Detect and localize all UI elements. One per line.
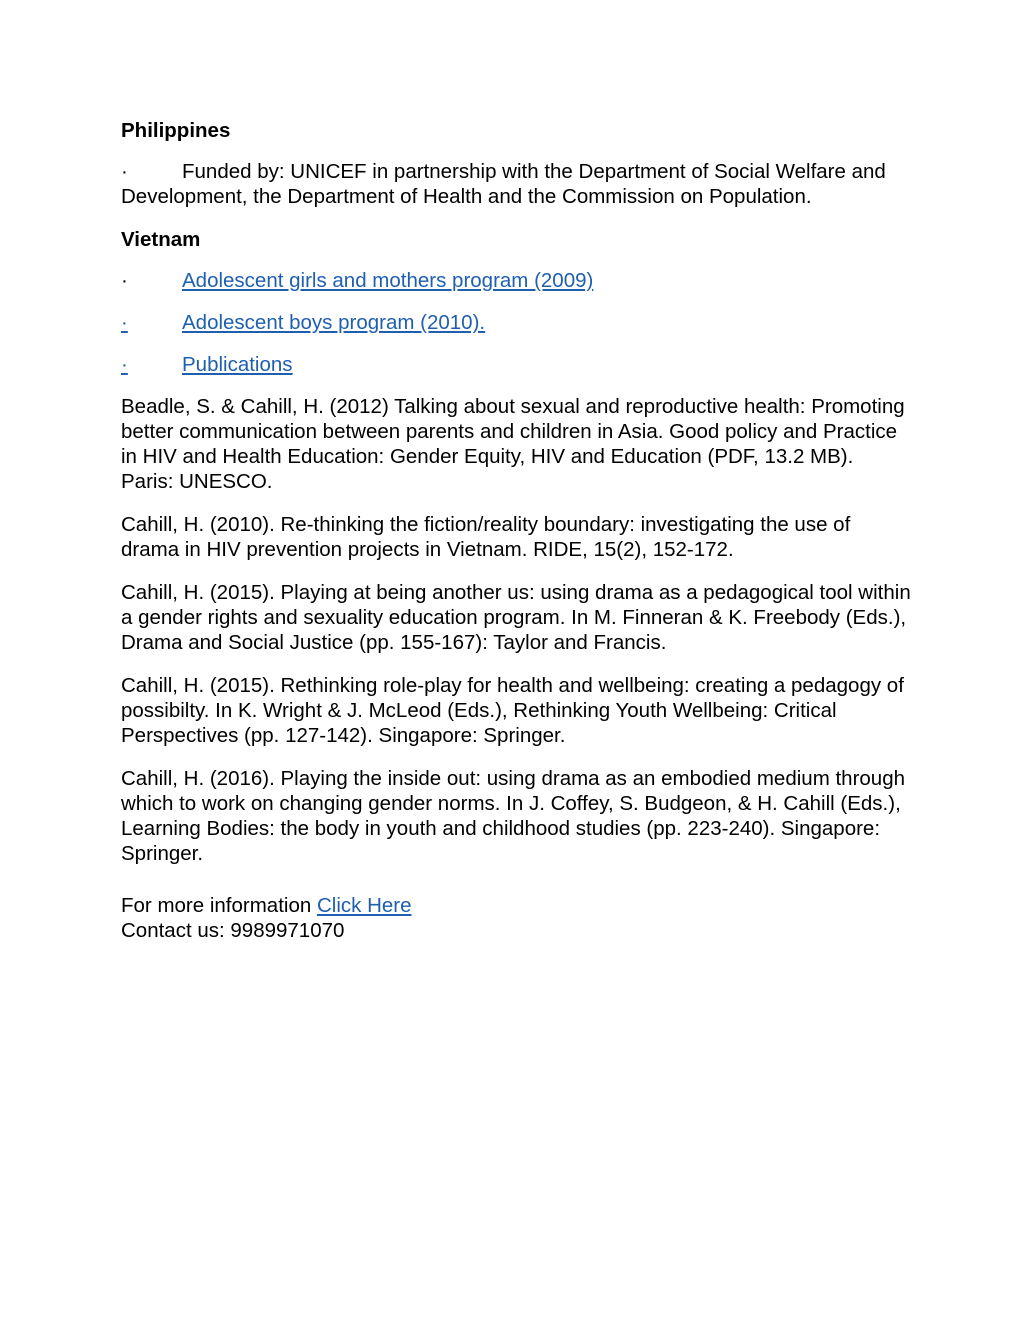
girls-mothers-program-link[interactable]: Adolescent girls and mothers program (2009) (182, 269, 594, 292)
philippines-funded-item (121, 159, 911, 209)
footer (121, 893, 911, 943)
reference-item: Cahill, H. (2015). Rethinking role-play for health and wellbeing: creating a pedagogy of possibilty. In K. Wright & J. McLeod (Eds.), Rethinking Youth Wellbeing: Critical Perspectives (pp. 127-142). Singapore: Springer. (121, 674, 904, 747)
boys-program-link[interactable]: Adolescent boys program (2010). (182, 311, 486, 334)
publications-link[interactable]: Publications (182, 353, 293, 376)
reference-item: Beadle, S. & Cahill, H. (2012) Talking about sexual and reproductive health: Promoting better communication between parents and children in Asia. Good policy and Practice in HIV and Health Education: Gender Equity, HIV and Education (PDF, 13.2 MB). Paris: UNESCO. (121, 395, 905, 493)
bullet-icon: · (121, 160, 128, 183)
vietnam-link-item-girls (121, 268, 911, 293)
philippines-heading: Philippines (121, 119, 231, 142)
reference-item: Cahill, H. (2015). Playing at being another us: using drama as a pedagogical tool within a gender rights and sexuality education program. In M. Finneran & K. Freebody (Eds.), Drama and Social Justice (pp. 155-167): Taylor and Francis. (121, 581, 911, 654)
vietnam-link-item-boys[interactable] (121, 310, 911, 335)
vietnam-heading: Vietnam (121, 228, 201, 251)
document-page (121, 118, 911, 943)
bullet-icon: · (121, 269, 128, 292)
more-info-line (121, 893, 911, 918)
vietnam-link-item-publications[interactable] (121, 352, 911, 377)
click-here-link[interactable]: Click Here (316, 894, 412, 917)
contact-line: Contact us: 9989971070 (121, 919, 345, 942)
reference-item: Cahill, H. (2016). Playing the inside out: using drama as an embodied medium through which to work on changing gender norms. In J. Coffey, S. Budgeon, & H. Cahill (Eds.), Learning Bodies: the body in youth and childhood studies (pp. 223-240). Singapore: Springer. (121, 767, 905, 865)
bullet-icon: · (121, 353, 128, 376)
more-info-text: For more information (121, 894, 312, 917)
funded-by-text: Funded by: UNICEF in partnership with the Department of Social Welfare and Development, the Department of Health and the Commission on Population. (121, 160, 886, 208)
bullet-icon: · (121, 311, 128, 334)
reference-item: Cahill, H. (2010). Re-thinking the fiction/reality boundary: investigating the use of drama in HIV prevention projects in Vietnam. RIDE, 15(2), 152-172. (121, 513, 851, 561)
